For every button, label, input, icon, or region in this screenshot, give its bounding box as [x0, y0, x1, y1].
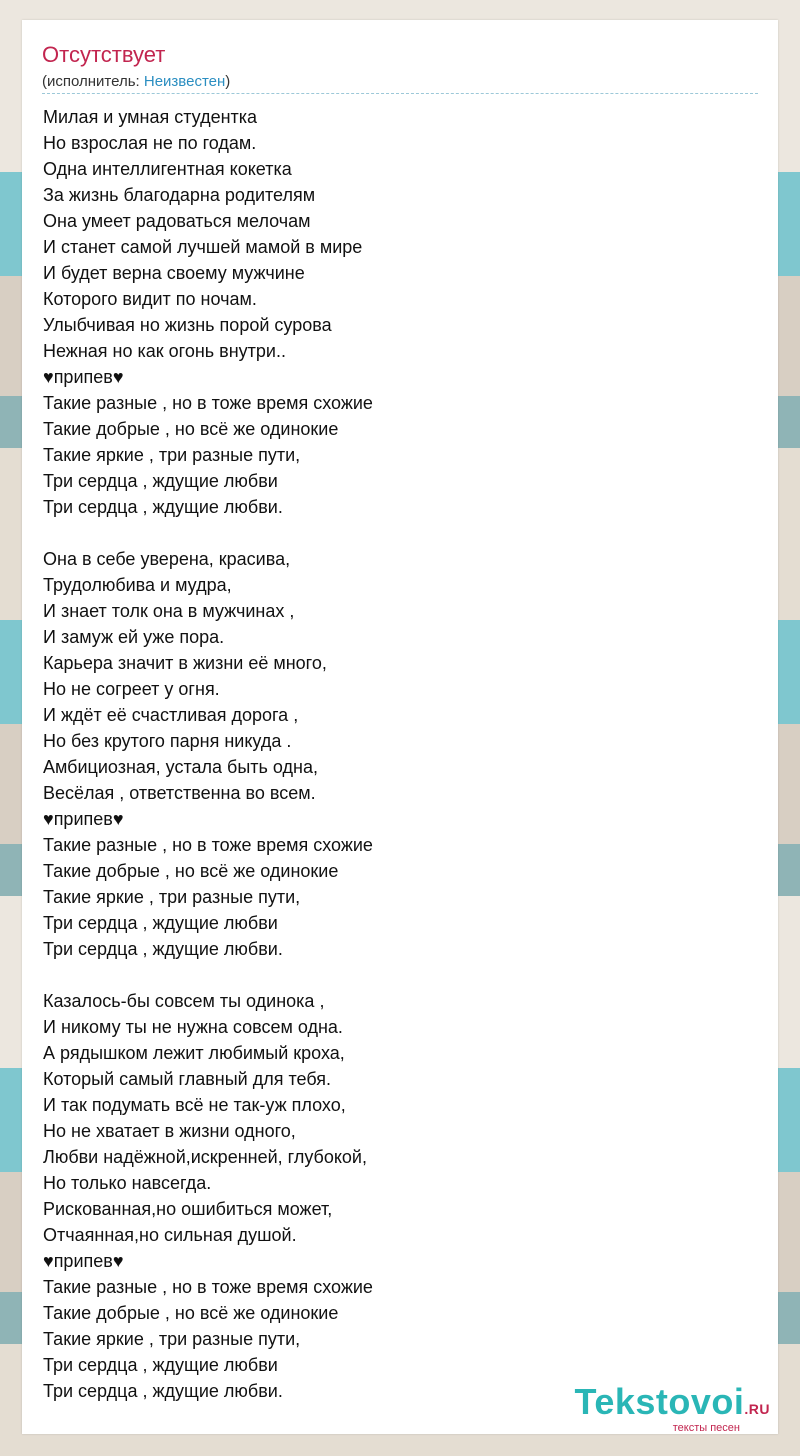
logo-tagline: тексты песен: [672, 1422, 740, 1434]
lyric-line: И ждёт её счастливая дорога ,: [43, 705, 299, 725]
lyric-line: Она умеет радоваться мелочам: [43, 211, 311, 231]
lyric-line: Казалось-бы совсем ты одинока ,: [43, 991, 325, 1011]
artist-suffix: ): [225, 73, 231, 90]
lyric-line: [43, 520, 373, 546]
lyric-line: Три сердца , ждущие любви.: [43, 497, 283, 517]
lyrics-card: [22, 20, 778, 1434]
artist-link[interactable]: Неизвестен: [143, 73, 226, 90]
lyric-line: За жизнь благодарна родителям: [43, 185, 316, 205]
lyric-line: А рядышком лежит любимый кроха,: [43, 1043, 345, 1063]
song-title: Отсутствует: [42, 42, 166, 67]
lyric-line: Три сердца , ждущие любви: [43, 1355, 278, 1375]
lyric-line: И станет самой лучшей мамой в мире: [43, 237, 363, 257]
lyric-line: Такие разные , но в тоже время схожие: [43, 393, 373, 413]
lyric-line: Она в себе уверена, красива,: [43, 549, 291, 569]
lyric-line: И будет верна своему мужчине: [43, 263, 305, 283]
lyric-line: Такие яркие , три разные пути,: [43, 887, 301, 907]
lyric-line: Которого видит по ночам.: [43, 289, 257, 309]
lyric-line: Рискованная,но ошибиться может,: [43, 1199, 333, 1219]
lyric-line: Милая и умная студентка: [43, 107, 258, 127]
lyric-line: И так подумать всё не так-уж плохо,: [43, 1095, 346, 1115]
lyric-line: Три сердца , ждущие любви: [43, 471, 278, 491]
lyric-line: ♥припев♥: [43, 1251, 124, 1271]
lyric-line: Амбициозная, устала быть одна,: [43, 757, 318, 777]
site-logo[interactable]: [575, 1383, 771, 1434]
lyric-line: И никому ты не нужна совсем одна.: [43, 1017, 343, 1037]
lyric-line: Три сердца , ждущие любви.: [43, 939, 283, 959]
lyric-line: Такие добрые , но всё же одинокие: [43, 419, 339, 439]
lyric-line: Но не хватает в жизни одного,: [43, 1121, 296, 1141]
lyric-line: Который самый главный для тебя.: [43, 1069, 331, 1089]
lyric-line: Такие яркие , три разные пути,: [43, 445, 301, 465]
lyric-line: Но без крутого парня никуда .: [43, 731, 292, 751]
lyric-line: Такие добрые , но всё же одинокие: [43, 861, 339, 881]
lyric-line: [43, 962, 373, 988]
lyric-line: Но не согреет у огня.: [43, 679, 220, 699]
lyric-line: Любви надёжной,искренней, глубокой,: [43, 1147, 367, 1167]
title-divider: [42, 93, 758, 94]
lyric-line: Но взрослая не по годам.: [43, 133, 257, 153]
lyric-line: Такие разные , но в тоже время схожие: [43, 835, 373, 855]
lyric-line: Отчаянная,но сильная душой.: [43, 1225, 297, 1245]
lyric-line: Одна интеллигентная кокетка: [43, 159, 292, 179]
lyric-line: И замуж ей уже пора.: [43, 627, 225, 647]
lyrics-text: [43, 104, 373, 1404]
lyric-line: Но только навсегда.: [43, 1173, 212, 1193]
lyric-line: Такие разные , но в тоже время схожие: [43, 1277, 373, 1297]
lyric-line: Три сердца , ждущие любви.: [43, 1381, 283, 1401]
lyric-line: Трудолюбива и мудра,: [43, 575, 232, 595]
lyric-line: Нежная но как огонь внутри..: [43, 341, 286, 361]
lyric-line: Три сердца , ждущие любви: [43, 913, 278, 933]
artist-line: [42, 73, 230, 90]
lyric-line: Улыбчивая но жизнь порой сурова: [43, 315, 332, 335]
logo-tld: .RU: [744, 1401, 770, 1417]
lyric-line: Такие добрые , но всё же одинокие: [43, 1303, 339, 1323]
lyric-line: ♥припев♥: [43, 809, 124, 829]
artist-prefix: (исполнитель:: [42, 73, 144, 90]
lyric-line: Весёлая , ответственна во всем.: [43, 783, 316, 803]
lyric-line: ♥припев♥: [43, 367, 124, 387]
lyric-line: И знает толк она в мужчинах ,: [43, 601, 295, 621]
logo-name: Tekstovoi: [574, 1381, 745, 1422]
lyric-line: Такие яркие , три разные пути,: [43, 1329, 301, 1349]
lyric-line: Карьера значит в жизни её много,: [43, 653, 327, 673]
